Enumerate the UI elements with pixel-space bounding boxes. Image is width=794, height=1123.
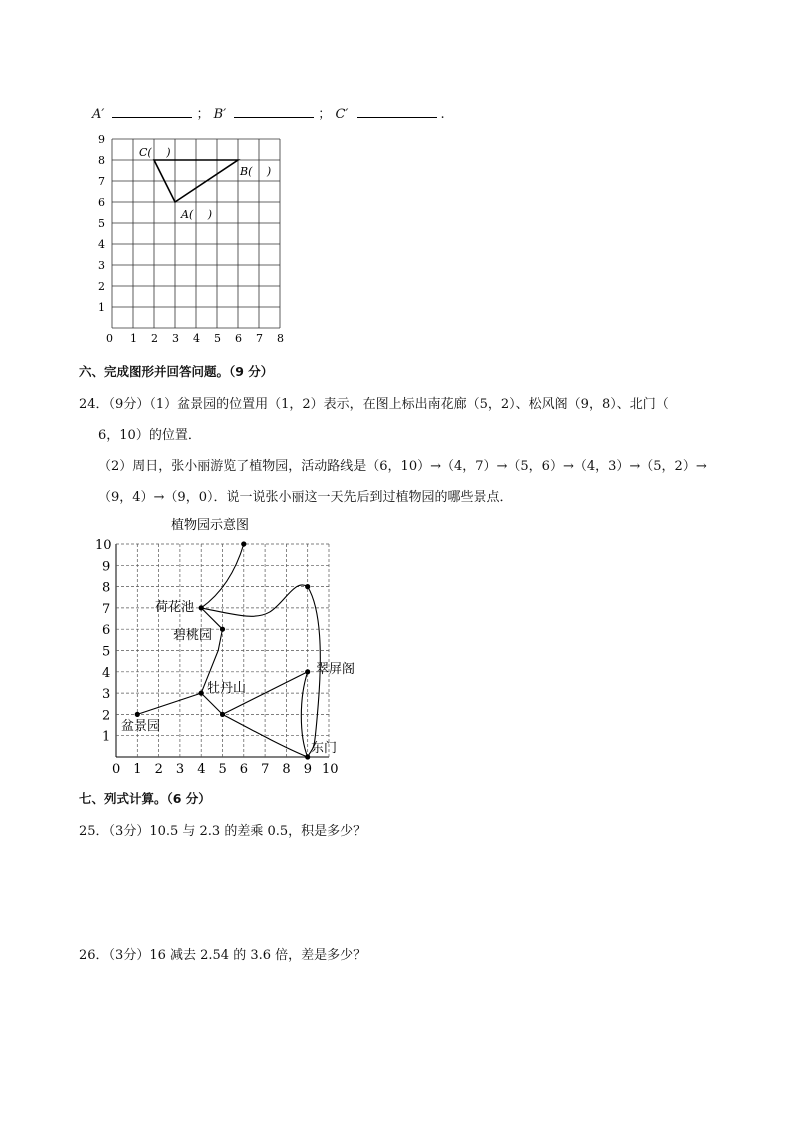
y-tick-label: 6 [98, 196, 105, 209]
map-y-tick: 3 [102, 687, 111, 703]
y-tick-label: 2 [98, 280, 105, 293]
map-point [220, 627, 225, 632]
place-mudanshan: 牡丹山 [207, 681, 247, 696]
y-tick-label: 1 [98, 301, 105, 314]
x-tick-label: 8 [277, 332, 284, 345]
c-prime-label: C′ [335, 107, 349, 122]
map-point [220, 712, 225, 717]
map-y-tick: 9 [102, 559, 111, 575]
x-tick-label: 3 [172, 332, 179, 345]
map-y-tick: 2 [102, 708, 111, 724]
q25-text: 25．（3分）10.5 与 2.3 的差乘 0.5，积是多少？ [79, 824, 367, 839]
map-point [199, 605, 204, 610]
q23-sep2: ； [318, 107, 332, 122]
map-point [241, 541, 246, 546]
route-path [137, 693, 201, 714]
b-prime-label: B′ [213, 107, 227, 122]
q24-line3: （2）周日，张小丽游览了植物园，活动路线是（6，10）→（4，7）→（5，6）→（4，3）→（5，2）→ [98, 459, 707, 474]
map-y-tick: 6 [102, 623, 111, 639]
map-title: 植物园示意图 [171, 518, 250, 533]
y-tick-label: 7 [98, 175, 105, 188]
map-x-tick: 5 [218, 762, 227, 777]
map-x-tick: 10 [322, 762, 339, 777]
x-tick-label: 4 [193, 332, 200, 345]
triangle-grid [90, 128, 290, 350]
map-x-tick: 6 [239, 762, 249, 777]
place-bitaoyuan: 碧桃园 [173, 628, 213, 643]
map-y-tick: 8 [102, 580, 111, 596]
map-y-tick: 1 [102, 729, 111, 745]
section-7-heading: 七、列式计算。（6 分） [79, 791, 211, 806]
map-x-tick: 3 [175, 762, 185, 777]
map-x-tick: 4 [197, 762, 206, 777]
map-x-tick: 1 [133, 762, 142, 777]
map-point [305, 584, 310, 589]
c-vertex-label: C( ) [139, 146, 171, 159]
q23-end: . [440, 107, 445, 122]
x-tick-label: 5 [214, 332, 221, 345]
b-prime-blank[interactable] [234, 105, 314, 118]
y-tick-label: 9 [98, 133, 105, 146]
map-y-tick: 4 [102, 665, 111, 681]
c-prime-blank[interactable] [357, 105, 437, 118]
map-x-tick: 8 [282, 762, 291, 777]
place-penjingyuan: 盆景园 [121, 719, 161, 734]
section-6-heading: 六、完成图形并回答问题。（9 分） [79, 364, 274, 379]
map-x-tick: 9 [303, 762, 312, 777]
map-y-tick: 7 [102, 601, 111, 617]
y-tick-label: 8 [98, 154, 105, 167]
map-point [135, 712, 140, 717]
a-vertex-label: A( ) [181, 208, 213, 221]
x-tick-label: 2 [151, 332, 158, 345]
x-tick-label: 0 [106, 332, 113, 345]
q24-line2: 6，10）的位置． [98, 428, 201, 443]
map-x-tick: 7 [261, 762, 270, 777]
route-path [201, 693, 222, 714]
map-x-tick: 2 [154, 762, 163, 777]
place-hehuachi: 荷花池 [155, 600, 195, 615]
map-y-tick: 10 [95, 538, 112, 553]
botanical-garden-map [92, 512, 364, 778]
y-tick-label: 5 [98, 217, 105, 230]
q24-line1: 24．（9分）（1）盆景园的位置用（1，2）表示，在图上标出南花廊（5，2）、松风阁（9，8）、北门（ [79, 397, 669, 412]
q24-line4: （9，4）→（9，0）．说一说张小丽这一天先后到过植物园的哪些景点． [98, 490, 513, 505]
q23-sep1: ； [196, 107, 210, 122]
place-cuipingge: 翠屏阁 [316, 662, 356, 677]
map-point [305, 754, 310, 759]
y-tick-label: 3 [98, 259, 105, 272]
q23-answer-line [92, 103, 445, 122]
x-tick-label: 1 [130, 332, 137, 345]
a-prime-label: A′ [92, 107, 105, 122]
place-dongmen: 东门 [311, 741, 338, 756]
y-tick-label: 4 [98, 238, 105, 251]
map-point [199, 691, 204, 696]
x-tick-label: 6 [235, 332, 242, 345]
map-point [305, 669, 310, 674]
route-path [201, 585, 308, 616]
b-vertex-label: B( ) [240, 165, 272, 178]
a-prime-blank[interactable] [112, 105, 192, 118]
x-tick-label: 7 [256, 332, 263, 345]
map-x-tick: 0 [112, 762, 121, 777]
map-y-tick: 5 [102, 644, 111, 660]
q26-text: 26．（3分）16 减去 2.54 的 3.6 倍，差是多少？ [79, 948, 367, 963]
